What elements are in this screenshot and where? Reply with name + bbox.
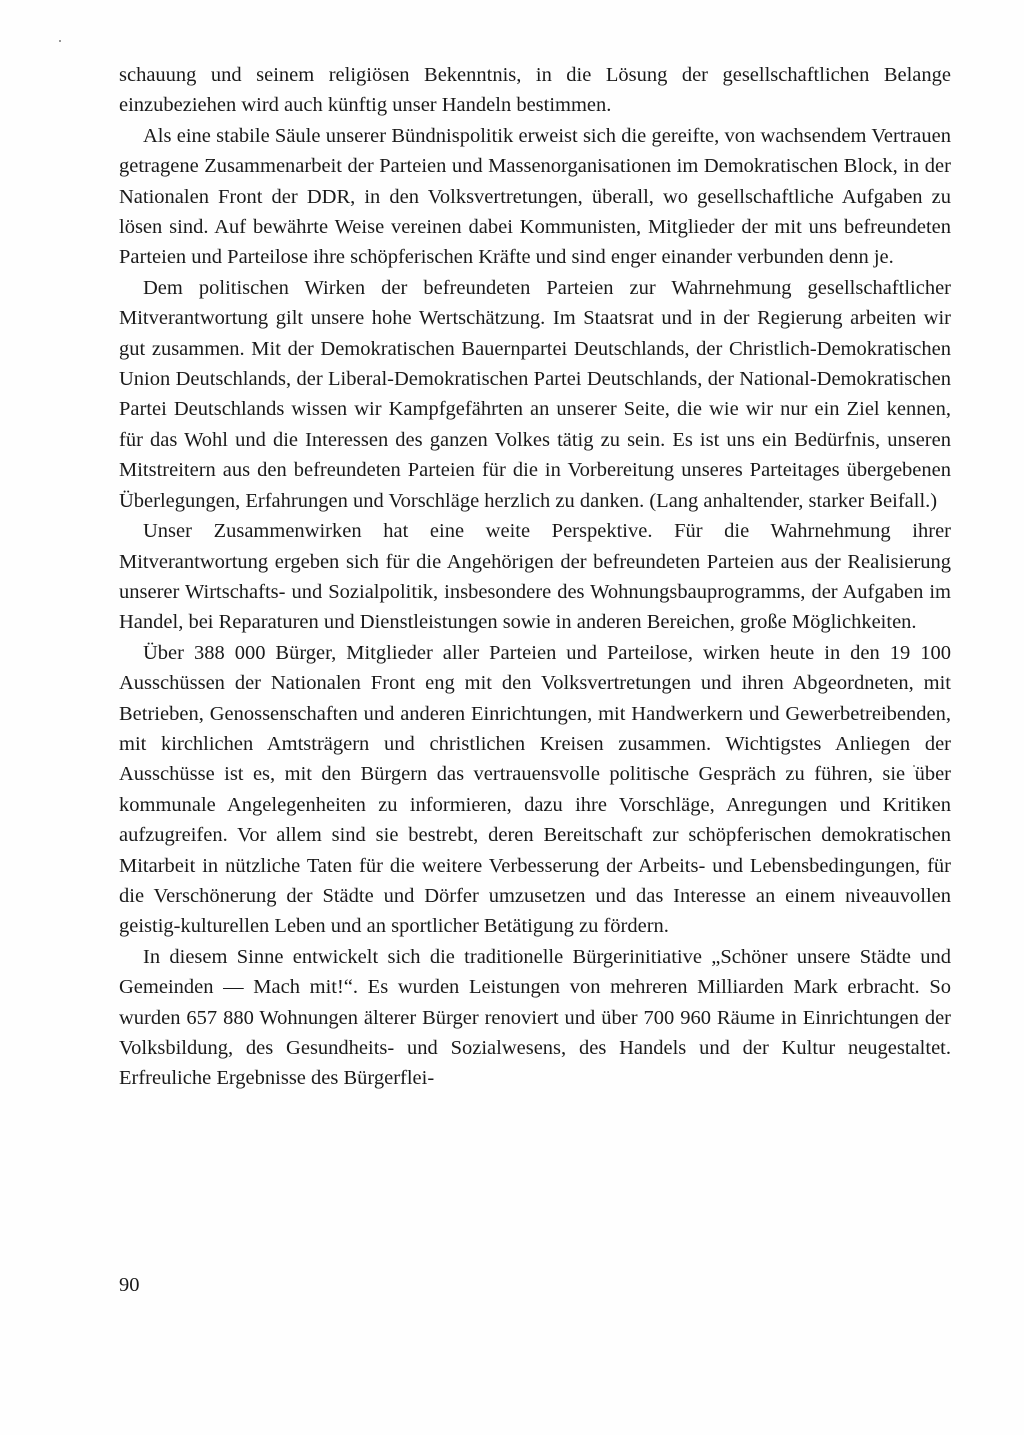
scan-speck xyxy=(59,40,61,42)
page-number: 90 xyxy=(119,1274,140,1296)
paragraph-2: Als eine stabile Säule unserer Bündnispolitik erweist sich die gereifte, von wachsendem Vertrauen getragene Zusammenarbeit der Parteien und Massenorganisationen im Demokratischen Block, in der Nationalen Front der DDR, in den Volksvertretungen, überall, wo gesellschaftliche Aufgaben zu lösen sind. Auf bewährte Weise vereinen dabei Kommunisten, Mitglieder der mit uns befreundeten Parteien und Parteilose ihre schöpferischen Kräfte und sind enger einander verbunden denn je. xyxy=(119,124,951,269)
paragraph-1: schauung und seinem religiösen Bekenntnis, in die Lösung der gesellschaftlichen Belange einzubeziehen wird auch künftig unser Handeln bestimmen. xyxy=(119,64,951,117)
paragraph-6: In diesem Sinne entwickelt sich die traditionelle Bürgerinitiative „Schöner unsere Städte und Gemeinden — Mach mit!“. Es wurden Leistungen von mehreren Milliarden Mark erbracht. So wurden 657 880 Wohnungen älterer Bürger renoviert und über 700 960 Räume in Einrichtungen der Volksbildung, des Gesundheits- und Sozialwesens, des Handels und der Kultur neugestaltet. Erfreuliche Ergebnisse des Bürgerflei- xyxy=(119,945,951,1090)
paragraph-4: Unser Zusammenwirken hat eine weite Perspektive. Für die Wahrnehmung ihrer Mitverantwortung ergeben sich für die Angehörigen der befreundeten Parteien aus der Realisierung unserer Wirtschafts- und Sozialpolitik, insbesondere des Wohnungsbauprogramms, der Aufgaben im Handel, bei Reparaturen und Dienstleistungen sowie in anderen Bereichen, große Möglichkeiten. xyxy=(119,520,951,634)
paragraph-3: Dem politischen Wirken der befreundeten Parteien zur Wahrnehmung gesellschaftlicher Mitverantwortung gilt unsere hohe Wertschätzung. Im Staatsrat und in der Regierung arbeiten wir gut zusammen. Mit der Demokratischen Bauernpartei Deutschlands, der Christlich-Demokratischen Union Deutschlands, der Liberal-Demokratischen Partei Deutschlands, der National-Demokratischen Partei Deutschlands wissen wir Kampfgefährten an unserer Seite, die wie wir nur ein Ziel kennen, für das Wohl und die Interessen des ganzen Volkes tätig zu sein. Es ist uns ein Bedürfnis, unseren Mitstreitern aus den befreundeten Parteien für die in Vorbereitung unseres Parteitages übergebenen Überlegungen, Erfahrungen und Vorschläge herzlich zu danken. (Lang anhaltender, starker Beifall.) xyxy=(119,276,951,512)
paragraph-5: Über 388 000 Bürger, Mitglieder aller Parteien und Parteilose, wirken heute in den 19 100 Ausschüssen der Nationalen Front eng mit den Volksvertretungen und ihren Abgeordneten, mit Betrieben, Genossenschaften und anderen Einrichtungen, mit Handwerkern und Gewerbetreibenden, mit kirchlichen Amtsträgern und christlichen Kreisen zusammen. Wichtigstes Anliegen der Ausschüsse ist es, mit den Bürgern das vertrauensvolle politische Gespräch zu führen, sie über kommunale Angelegenheiten zu informieren, dazu ihre Vorschläge, Anregungen und Kritiken aufzugreifen. Vor allem sind sie bestrebt, deren Bereitschaft zur schöpferischen demokratischen Mitarbeit in nützliche Taten für die weitere Verbesserung der Arbeits- und Lebensbedingungen, für die Verschönerung der Städte und Dörfer umzusetzen und das Interesse an einem niveauvollen geistig-kulturellen Leben und an sportlicher Betätigung zu fördern. xyxy=(119,641,951,938)
body-text xyxy=(119,60,951,1094)
